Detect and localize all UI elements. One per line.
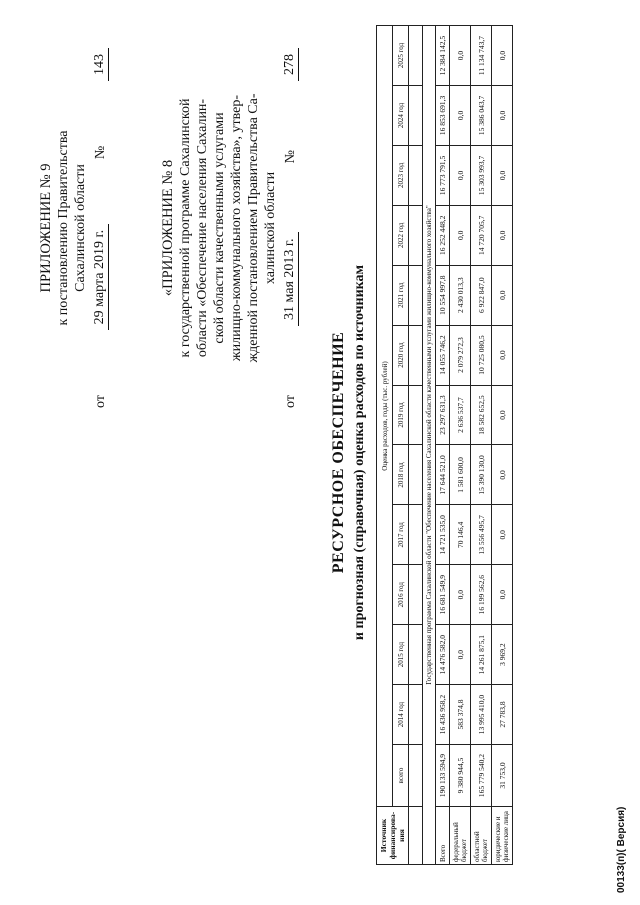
value-cell: 11 134 743,7 (471, 26, 492, 86)
program-title: Государственная программа Сахалинской области "Обеспечение населения Сахалинской области качественными услугами жилищно-коммунального хозяйства" (423, 26, 436, 865)
index-cell (409, 325, 423, 385)
appendix-9-title: ПРИЛОЖЕНИЕ № 9 (38, 163, 54, 293)
appendix-8-number: 278 (281, 48, 299, 81)
heading-line-2: и прогнозная (справочная) оценка расходов по источникам (352, 264, 367, 641)
appendix-9-number: 143 (91, 48, 109, 81)
value-cell: 583 374,8 (450, 685, 471, 745)
table-row (450, 26, 471, 865)
value-cell: 3 969,2 (492, 625, 513, 685)
value-cell: 16 773 791,5 (436, 145, 450, 205)
index-cell (409, 26, 423, 86)
value-cell: 0,0 (492, 505, 513, 565)
value-cell: 15 390 130,0 (471, 445, 492, 505)
value-cell: 15 303 993,7 (471, 145, 492, 205)
index-cell (409, 205, 423, 265)
appendix-8-line: жденной постановлением Правительства Са- (246, 93, 261, 363)
column-header: 2014 год (393, 685, 409, 745)
number-label: № (93, 145, 108, 160)
row-label: областной бюджет (471, 807, 492, 865)
appendix-9-line: Сахалинской области (73, 164, 88, 292)
column-header: 2023 год (393, 145, 409, 205)
value-cell: 10 554 997,8 (436, 265, 450, 325)
program-row (423, 26, 436, 865)
value-cell: 0,0 (492, 385, 513, 445)
value-cell: 0,0 (492, 265, 513, 325)
value-cell: 12 384 142,5 (436, 26, 450, 86)
column-header: 2018 год (393, 445, 409, 505)
appendix-8-block (160, 48, 299, 408)
column-header: 2024 год (393, 86, 409, 146)
value-cell: 0,0 (450, 625, 471, 685)
value-cell: 1 581 600,0 (450, 445, 471, 505)
row-label: юридические и физические лица (492, 807, 513, 865)
value-cell: 2 079 272,3 (450, 325, 471, 385)
index-cell (409, 505, 423, 565)
value-cell: 0,0 (492, 205, 513, 265)
value-cell: 14 720 705,7 (471, 205, 492, 265)
column-header: 2025 год (393, 26, 409, 86)
value-cell: 70 146,4 (450, 505, 471, 565)
value-cell: 16 252 448,2 (436, 205, 450, 265)
value-cell: 16 199 562,6 (471, 565, 492, 625)
index-cell (409, 385, 423, 445)
column-header: 2022 год (393, 205, 409, 265)
value-cell: 190 133 594,9 (436, 745, 450, 807)
value-cell: 16 436 958,2 (436, 685, 450, 745)
appendix-9-block (38, 48, 109, 408)
index-cell (409, 265, 423, 325)
appendix-8-line: области «Обеспечение населения Сахалин- (195, 98, 210, 358)
value-cell: 16 681 549,9 (436, 565, 450, 625)
row-label: федеральный бюджет (450, 807, 471, 865)
value-cell: 13 995 410,0 (471, 685, 492, 745)
table-row (471, 26, 492, 865)
appendix-9-signature-line (91, 48, 109, 408)
appendix-8-line: жилищно-коммунального хозяйства», утвер- (229, 94, 244, 362)
value-cell: 0,0 (450, 205, 471, 265)
from-label: от (93, 395, 108, 408)
value-cell: 15 386 043,7 (471, 86, 492, 146)
value-cell: 16 853 691,3 (436, 86, 450, 146)
value-cell: 0,0 (492, 26, 513, 86)
value-cell: 13 556 495,7 (471, 505, 492, 565)
column-header: 2016 год (393, 565, 409, 625)
from-label: от (283, 395, 298, 408)
value-cell: 0,0 (492, 565, 513, 625)
value-cell: 14 055 746,2 (436, 325, 450, 385)
value-cell: 0,0 (450, 565, 471, 625)
value-cell: 31 753,0 (492, 745, 513, 807)
index-cell (409, 445, 423, 505)
appendix-8-title: «ПРИЛОЖЕНИЕ № 8 (160, 159, 176, 297)
value-cell: 165 779 540,2 (471, 745, 492, 807)
index-cell (409, 565, 423, 625)
column-header: 2020 год (393, 325, 409, 385)
column-header: всего (393, 745, 409, 807)
index-cell (409, 145, 423, 205)
heading-line-1: РЕСУРСНОЕ ОБЕСПЕЧЕНИЕ (330, 331, 347, 574)
appendix-9-line: к постановлению Правительства (56, 130, 71, 326)
value-cell: 14 261 875,1 (471, 625, 492, 685)
column-header: 2021 год (393, 265, 409, 325)
row-label: Всего (436, 807, 450, 865)
value-cell: 10 725 080,5 (471, 325, 492, 385)
appendix-8-line: ской области качественными услугами (212, 112, 227, 344)
value-cell: 0,0 (450, 26, 471, 86)
source-header: Источник финансирова-ния (377, 807, 409, 865)
value-cell: 18 582 652,5 (471, 385, 492, 445)
column-header: 2015 год (393, 625, 409, 685)
value-cell: 6 922 847,0 (471, 265, 492, 325)
value-cell: 2 430 013,3 (450, 265, 471, 325)
column-header: 2017 год (393, 505, 409, 565)
appendix-8-line: халинской области (263, 171, 278, 285)
appendix-8-line: к государственной программе Сахалинской (178, 98, 193, 358)
value-cell: 17 644 521,0 (436, 445, 450, 505)
appendix-8-date: 31 мая 2013 г. (281, 232, 299, 326)
value-cell: 9 380 944,5 (450, 745, 471, 807)
value-cell: 0,0 (492, 445, 513, 505)
index-cell (409, 685, 423, 745)
resource-table (376, 25, 513, 865)
document-heading (330, 0, 368, 905)
value-cell: 0,0 (450, 86, 471, 146)
value-cell: 27 783,8 (492, 685, 513, 745)
document-footer-code: 00133(п)( Версия) (616, 806, 627, 893)
table-row (436, 26, 450, 865)
appendix-9-date: 29 марта 2019 г. (91, 224, 109, 330)
value-cell: 0,0 (492, 325, 513, 385)
value-cell: 0,0 (492, 145, 513, 205)
number-label: № (283, 150, 298, 164)
column-header: 2019 год (393, 385, 409, 445)
table-row (492, 26, 513, 865)
appendix-8-signature-line (281, 48, 299, 408)
value-cell: 14 476 582,0 (436, 625, 450, 685)
value-cell: 2 636 537,7 (450, 385, 471, 445)
index-cell (409, 625, 423, 685)
group-header: Оценка расходов, годы (тыс. рублей) (377, 26, 393, 807)
index-cell (409, 86, 423, 146)
index-cell (409, 745, 423, 807)
value-cell: 23 297 631,3 (436, 385, 450, 445)
value-cell: 0,0 (450, 145, 471, 205)
index-cell (409, 807, 423, 865)
value-cell: 14 721 535,0 (436, 505, 450, 565)
value-cell: 0,0 (492, 86, 513, 146)
